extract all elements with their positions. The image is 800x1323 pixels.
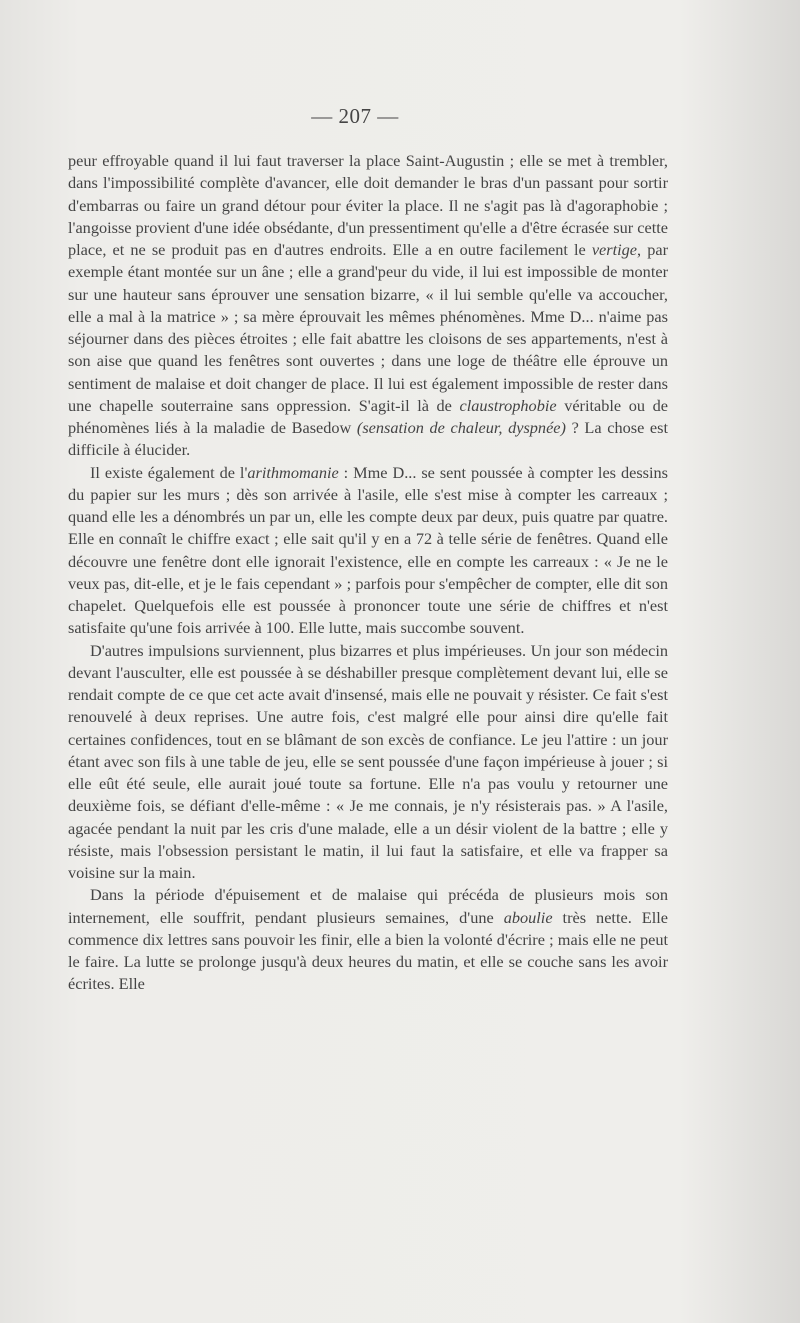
- paragraph: [68, 150, 668, 462]
- italic-term: vertige: [591, 240, 638, 259]
- text-run: , par exemple étant montée sur un âne ; elle a grand'peur du vide, il lui est impossible de monter sur une hauteur sans éprouver une sensation bizarre, « il lui semble qu'elle va accoucher, elle a mal à la matrice » ; sa mère éprouvait les mêmes phénomènes. Mme D... n'aime pas séjourner dans des pièces étroites ; elle fait abattre les cloisons de ses appartements, n'est à son aise que quand les fenêtres sont ouvertes ; dans une loge de théâtre elle éprouve un sentiment de malaise et doit changer de place. Il lui est également impossible de rester dans une chapelle souterraine sans oppression. S'agit-il là de: [68, 240, 668, 415]
- paragraph: [68, 884, 668, 995]
- paragraph: [68, 462, 668, 640]
- italic-term: aboulie: [503, 907, 553, 927]
- text-run: Dans la période d'épuisement et de malaise qui précéda de plusieurs mois son internement, elle souffrit, pendant plusieurs semaines, d'une: [68, 885, 668, 927]
- paragraph: [68, 640, 668, 885]
- italic-term: arithmomanie: [247, 462, 339, 482]
- italic-term: (sensation de chaleur, dyspnée): [356, 418, 566, 437]
- text-run: D'autres impulsions surviennent, plus bizarres et plus impérieuses. Un jour son médecin devant l'ausculter, elle est poussée à se déshabiller presque complètement devant lui, elle se rendait compte de ce que cet acte avait d'insensé, mais elle ne pouvait y résister. Ce fait s'est renouvelé à deux reprises. Une autre fois, c'est malgré elle pour ainsi dire qu'elle fait certaines confidences, tout en se blâmant de son excès de confiance. Le jeu l'attire : un jour étant avec son fils à une table de jeu, elle se sent poussée d'une façon impérieuse à jouer ; si elle eût été seule, elle aurait joué toute sa fortune. Elle n'a pas voulu y retourner une deuxième fois, se défiant d'elle-même : « Je me connais, je n'y résisterais pas. » A l'asile, agacée pendant la nuit par les cris d'une malade, elle a un désir violent de la battre ; elle y résiste, mais l'obsession persistant le matin, il lui faut la satisfaire, et elle va frapper sa voisine sur la main.: [68, 640, 668, 882]
- page-number: — 207 —: [311, 104, 399, 128]
- text-run: Il existe également de l': [90, 462, 248, 482]
- body-text: [68, 150, 668, 996]
- text-run: très nette. Elle commence dix lettres sans pouvoir les finir, elle a bien la volonté d'écrire ; mais elle ne peut le faire. La lutte se prolonge jusqu'à deux heures du matin, et elle se couche sans les avoir écrites. Elle: [68, 907, 668, 994]
- text-run: véritable ou de phénomènes liés à la maladie de Basedow: [68, 395, 668, 437]
- italic-term: claustrophobie: [459, 395, 557, 415]
- text-run: peur effroyable quand il lui faut traverser la place Saint-Augustin ; elle se met à trembler, dans l'impossibilité complète d'avancer, elle doit demander le bras d'un passant pour sortir d'embarras ou faire un grand détour pour éviter la place. Il ne s'agit pas là d'agoraphobie ; l'angoisse provient d'une idée obsédante, d'un pressentiment qu'elle a d'être écrasée sur cette place, et ne se produit pas en d'autres endroits. Elle a en outre facilement le: [68, 151, 668, 259]
- text-run: : Mme D... se sent poussée à compter les dessins du papier sur les murs ; dès son arrivée à l'asile, elle s'est mise à compter les carreaux ; quand elle les a dénombrés un par un, elle les compte deux par deux, puis quatre par quatre. Elle en connaît le chiffre exact ; elle sait qu'il y en a 72 à telle série de fenêtres. Quand elle découvre une fenêtre dont elle ignorait l'existence, elle en compte les carreaux : « Je ne le veux pas, dit-elle, et je le fais cependant » ; parfois pour s'empêcher de compter, elle dit son chapelet. Quelquefois elle est poussée à prononcer toute une série de chiffres et n'est satisfaite qu'une fois arrivée à 100. Elle lutte, mais succombe souvent.: [68, 462, 668, 638]
- text-run: ? La chose est difficile à élucider.: [68, 418, 668, 460]
